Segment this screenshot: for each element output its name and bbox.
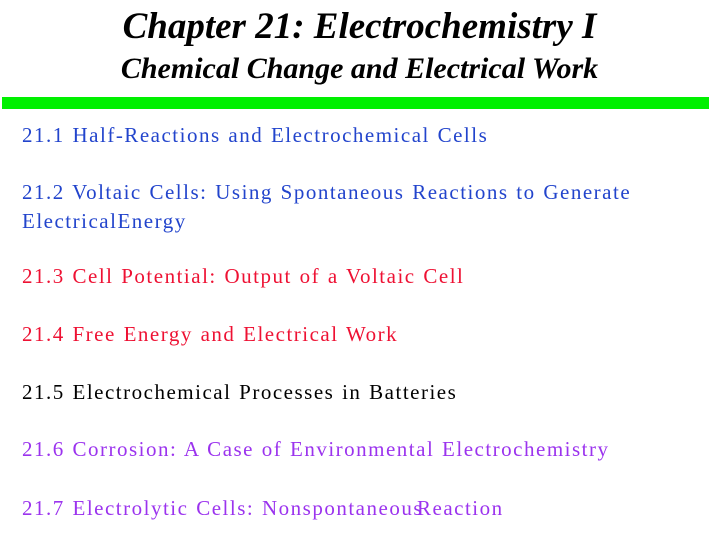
toc-item-21-7-base: 21.7 Electrolytic Cells: [22, 496, 255, 520]
toc-item-21-2-line1: 21.2 Voltaic Cells: Using Spontaneous Reactions to Generate [22, 180, 632, 204]
toc-item-21-6: 21.6 Corrosion: A Case of Environmental Electrochemistry [22, 437, 610, 461]
toc-item-21-4: 21.4 Free Energy and Electrical Work [22, 322, 399, 346]
toc-item-21-1: 21.1 Half-Reactions and Electrochemical Cells [22, 123, 489, 147]
toc-item-21-2-line2: ElectricalEnergy [22, 209, 187, 233]
toc-item-21-7-overlap-nonspontaneous: Nonspontaneous [262, 496, 423, 520]
divider-bar [2, 97, 709, 109]
slide-title: Chapter 21: Electrochemistry I [122, 6, 597, 47]
toc-item-21-3: 21.3 Cell Potential: Output of a Voltaic Cell [22, 264, 465, 288]
toc-item-21-7-overlap-reaction: Reaction [417, 496, 504, 520]
toc-item-21-5: 21.5 Electrochemical Processes in Batteries [22, 380, 458, 404]
slide-subtitle: Chemical Change and Electrical Work [120, 52, 599, 85]
